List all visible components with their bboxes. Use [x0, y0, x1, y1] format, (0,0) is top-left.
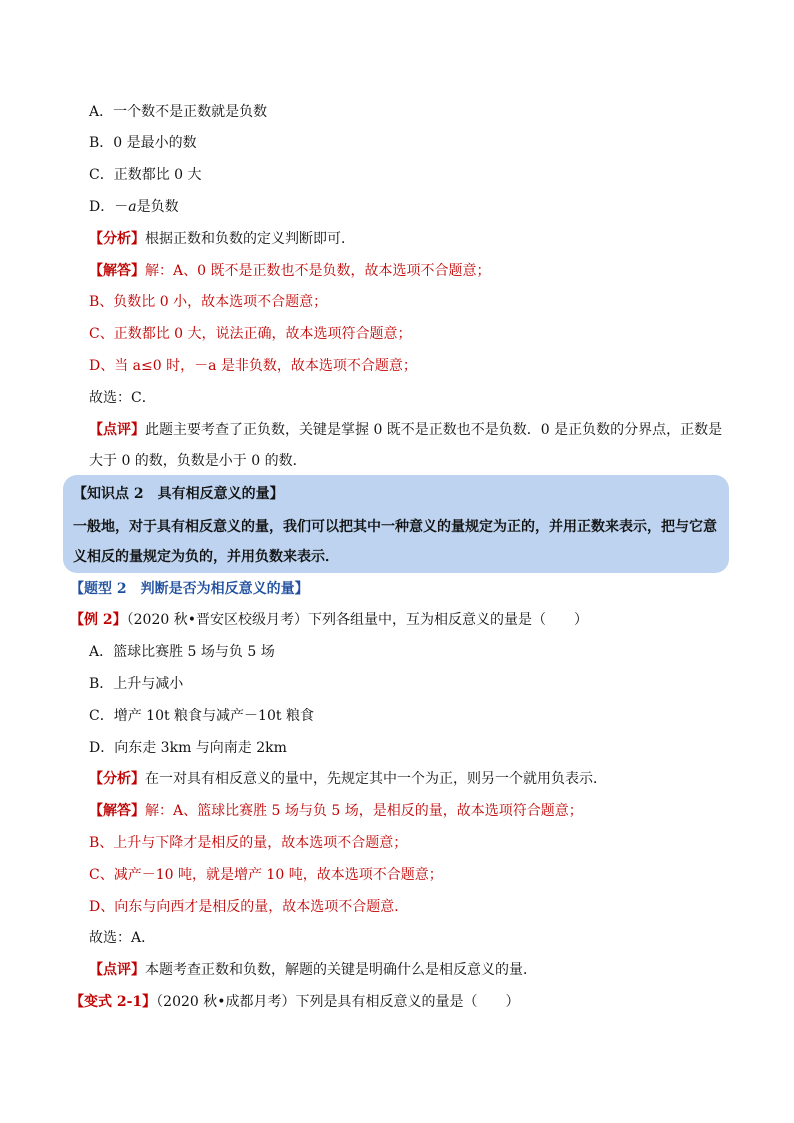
analysis-text: 根据正数和负数的定义判断即可． [145, 231, 355, 247]
answer-line: B、负数比 0 小，故本选项不合题意； [89, 294, 328, 310]
q1-option-d-suffix: 是负数 [136, 199, 179, 215]
ex2-option-c: C．增产 10t 粮食与减产－10t 粮食 [89, 708, 314, 724]
answer-tag: 【解答】 [89, 803, 145, 819]
analysis-tag: 【分析】 [89, 771, 145, 787]
q1-option-a: A．一个数不是正数就是负数 [89, 104, 268, 120]
type2-title: 【题型 2 判断是否为相反意义的量】 [70, 581, 309, 597]
ex2-question-text: （2020 秋•晋安区校级月考）下列各组量中，互为相反意义的量是（ ） [126, 612, 588, 628]
ex2-option-b: B．上升与减小 [89, 676, 184, 692]
knowledge-body: 一般地，对于具有相反意义的量，我们可以把其中一种意义的量规定为正的，并用正数来表示，把与它意义相反的量规定为负的，并用负数来表示． [73, 519, 717, 565]
ex2-option-d: D．向东走 3km 与向南走 2km [89, 740, 287, 756]
var21-question-text: （2020 秋•成都月考）下列是具有相反意义的量是（ ） [156, 994, 520, 1010]
analysis-tag: 【分析】 [89, 231, 145, 247]
a1-answer [89, 261, 490, 281]
a1-analysis [89, 229, 355, 249]
q1-option-b: B．0 是最小的数 [89, 135, 197, 151]
knowledge-title: 【知识点 2 具有相反意义的量】 [73, 486, 284, 502]
comment-tag: 【点评】 [89, 422, 145, 438]
a1-comment-cont: 大于 0 的数，负数是小于 0 的数． [89, 453, 307, 469]
q1-option-c: C．正数都比 0 大 [89, 167, 202, 183]
q1-option-d-var: a [128, 199, 137, 215]
q1-option-d [89, 197, 179, 217]
a1-comment [89, 420, 722, 440]
answer-line: D、当 a≤0 时，－a 是非负数，故本选项不合题意； [89, 358, 417, 374]
a2-choice: 故选：A． [89, 930, 156, 946]
ex2-question [70, 610, 588, 630]
ex2-option-a: A．篮球比赛胜 5 场与负 5 场 [89, 644, 275, 660]
ex2-tag: 【例 2】 [70, 612, 127, 628]
answer-line: 解：A、0 既不是正数也不是负数，故本选项不合题意； [145, 263, 491, 279]
answer-line: C、减产－10 吨，就是增产 10 吨，故本选项不合题意； [89, 867, 443, 883]
knowledge-box [63, 475, 729, 573]
answer-line: D、向东与向西才是相反的量，故本选项不合题意． [89, 899, 409, 915]
comment-tag: 【点评】 [89, 962, 145, 978]
var21-question [70, 992, 520, 1012]
answer-line: C、正数都比 0 大，说法正确，故本选项符合题意； [89, 326, 412, 342]
answer-line: B、上升与下降才是相反的量，故本选项不合题意； [89, 835, 408, 851]
q1-option-d-prefix: D．－ [89, 199, 129, 215]
analysis-text: 在一对具有相反意义的量中，先规定其中一个为正，则另一个就用负表示． [145, 771, 607, 787]
a1-choice: 故选：C． [89, 390, 156, 406]
answer-tag: 【解答】 [89, 263, 145, 279]
a2-comment [89, 960, 537, 980]
var21-tag: 【变式 2-1】 [70, 994, 157, 1010]
a2-analysis [89, 769, 607, 789]
a2-answer [89, 801, 583, 821]
comment-text: 本题考查正数和负数，解题的关键是明确什么是相反意义的量． [145, 962, 537, 978]
comment-text: 此题主要考查了正负数，关键是掌握 0 既不是正数也不是负数．0 是正负数的分界点，正数是 [145, 422, 723, 438]
answer-line: 解：A、篮球比赛胜 5 场与负 5 场，是相反的量，故本选项符合题意； [145, 803, 583, 819]
